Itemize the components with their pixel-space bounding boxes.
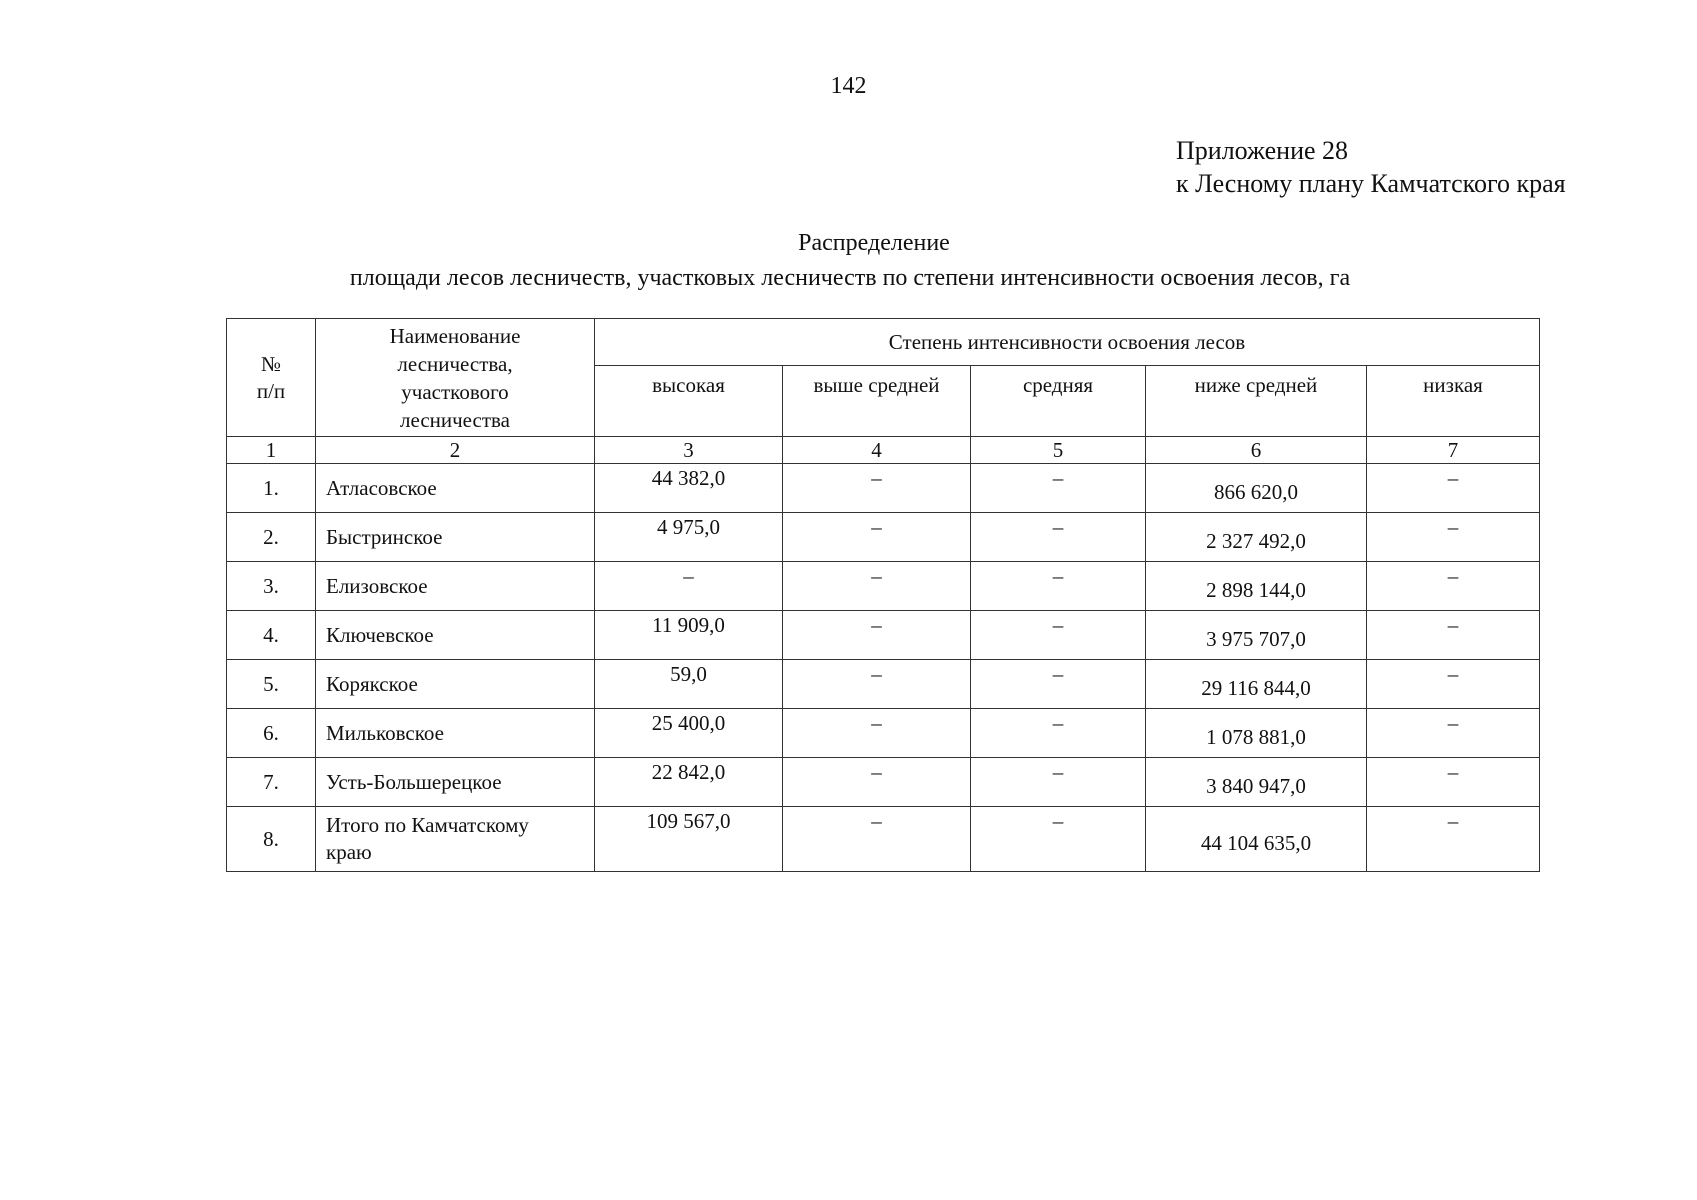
appendix-line-1: Приложение 28 [1176, 136, 1349, 165]
header-above-average: выше средней [783, 366, 971, 437]
header-group: Степень интенсивности освоения лесов [595, 319, 1540, 366]
column-index-row: 1 2 3 4 5 6 7 [227, 437, 1540, 464]
distribution-table [226, 318, 1540, 872]
header-average: средняя [971, 366, 1146, 437]
document-title [0, 226, 1697, 296]
table-row: 3. Елизовское – – – 2 898 144,0 – [227, 562, 1540, 611]
title-line-2: площади лесов лесничеств, участковых лесничеств по степени интенсивности освоения лесов, га [349, 265, 1351, 291]
header-below-average: ниже средней [1146, 366, 1367, 437]
total-label: Итого по Камчатскому краю [316, 807, 595, 872]
page-number: 142 [830, 73, 867, 99]
appendix-line-2: к Лесному плану Камчатского края [1176, 169, 1566, 198]
table-row: 5. Корякское 59,0 – – 29 116 844,0 – [227, 660, 1540, 709]
table-row: 4. Ключевское 11 909,0 – – 3 975 707,0 – [227, 611, 1540, 660]
header-number: № п/п [227, 319, 316, 437]
header-low: низкая [1367, 366, 1540, 437]
table-row: 7. Усть-Большерецкое 22 842,0 – – 3 840 947,0 – [227, 758, 1540, 807]
table-row: 6. Мильковское 25 400,0 – – 1 078 881,0 – [227, 709, 1540, 758]
header-high: высокая [595, 366, 783, 437]
appendix-note [1176, 134, 1566, 200]
header-name: Наименование лесничества, участкового лесничества [316, 319, 595, 437]
table-row: 1. Атласовское 44 382,0 – – 866 620,0 – [227, 464, 1540, 513]
table-row: 2. Быстринское 4 975,0 – – 2 327 492,0 – [227, 513, 1540, 562]
title-line-1: Распределение [798, 230, 950, 256]
table-row-total: 8. Итого по Камчатскому краю 109 567,0 – – 44 104 635,0 – [227, 807, 1540, 872]
